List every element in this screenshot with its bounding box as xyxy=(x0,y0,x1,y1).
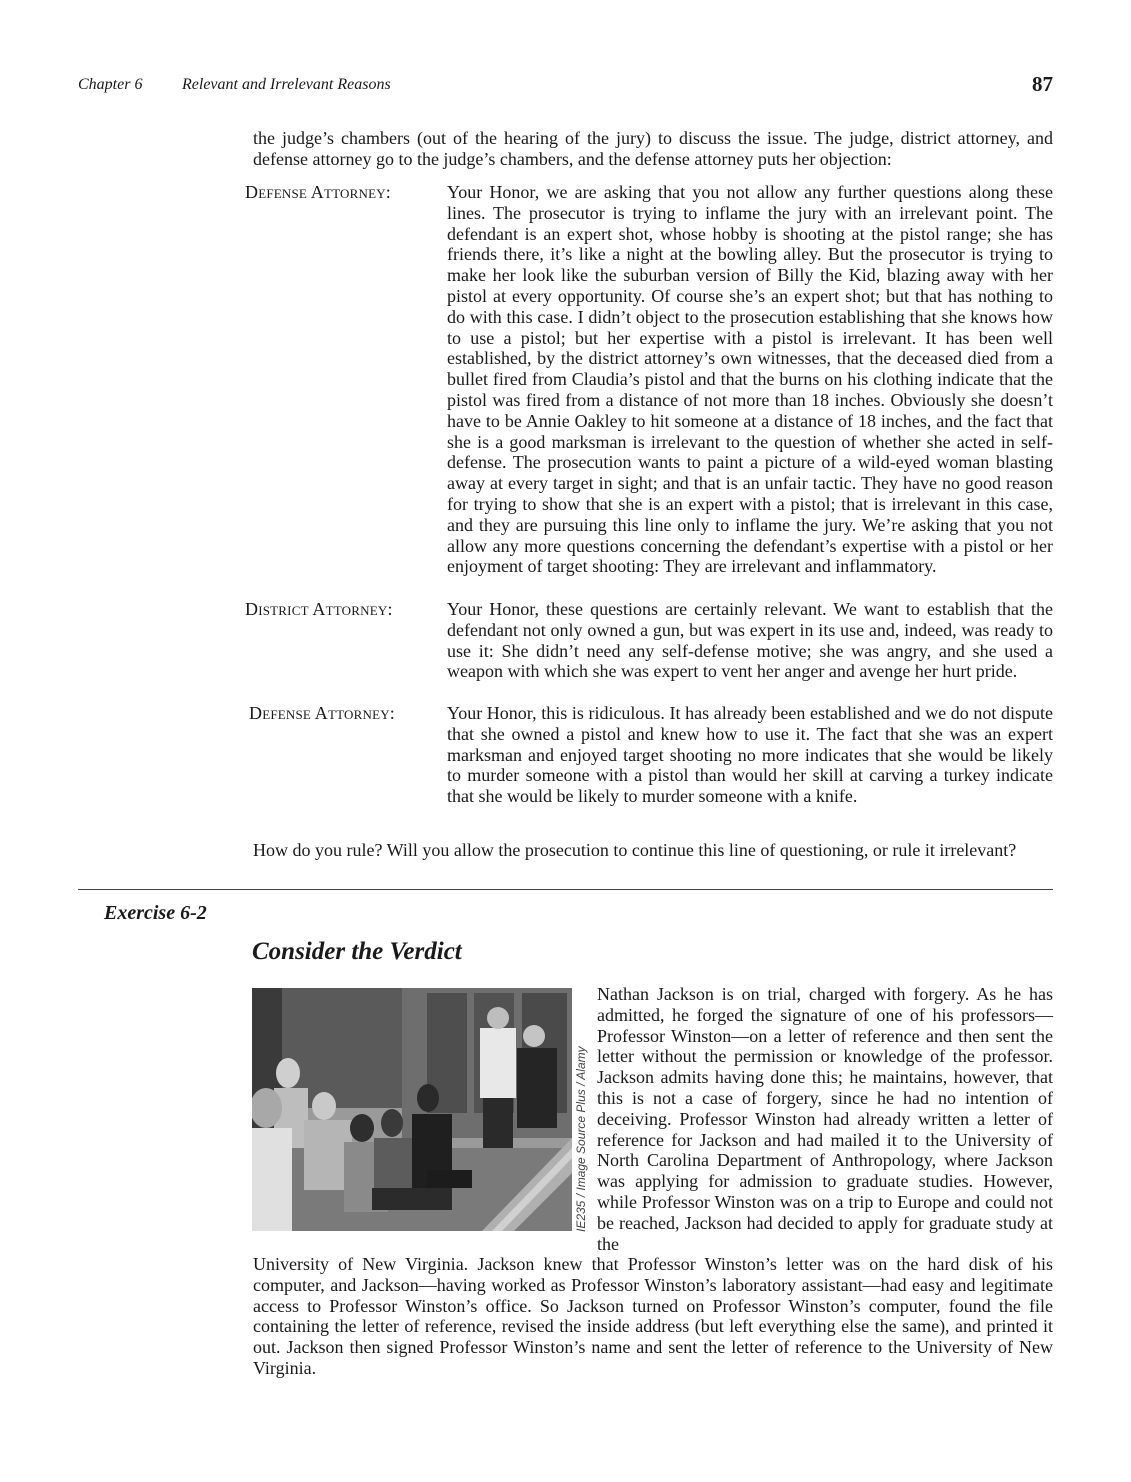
speech-defense-2 xyxy=(245,703,1053,807)
body-paragraph-continued: University of New Virginia. Jackson knew that Professor Winston’s letter was on the hard disk of his computer, and Jackson—having worked as Professor Winston’s laboratory assistant—had easy and legitimate access to Professor Winston’s office. So Jackson turned on Professor Winston’s computer, found the file containing the letter of reference, revised the inside address (but left everything else the same), and printed it out. Jackson then signed Professor Winston’s name and sent the letter of reference to the University of New Virginia. xyxy=(253,1254,1053,1378)
speech-district-attorney xyxy=(245,599,1053,682)
intro-paragraph: the judge’s chambers (out of the hearing of the jury) to discuss the issue. The judge, district attorney, and defense attorney go to the judge’s chambers, and the defense attorney puts her objection: xyxy=(253,128,1053,169)
section-title: Consider the Verdict xyxy=(252,938,462,965)
photo-credit: IE235 / Image Source Plus / Alamy xyxy=(574,1046,588,1232)
speech-text: Your Honor, this is ridiculous. It has already been established and we do not dispute that she owned a pistol and knew how to use it. The fact that she was an expert marksman and enjoyed target shooting no more indicates that she would be likely to murder someone with a pistol than would her skill at carving a turkey indicate that she would be likely to murder someone with a knife. xyxy=(447,703,1053,807)
chapter-label: Chapter 6 xyxy=(78,76,143,93)
speaker-label: Defense Attorney: xyxy=(245,182,392,202)
exercise-label: Exercise 6-2 xyxy=(104,902,207,924)
speech-defense-1 xyxy=(245,182,1053,577)
body-paragraph-wrapped: Nathan Jackson is on trial, charged with forgery. As he has admitted, he forged the signature of one of his professors—Professor Winston—on a letter of reference and then sent the letter without the permission or knowledge of the professor. Jackson admits having done this; he maintains, however, that this is not a case of forgery, since he had no intention of deceiving. Professor Winston had already written a letter of reference for Jackson and had mailed it to the University of North Carolina Department of Anthropology, where Jackson was applying for admission to graduate studies. However, while Professor Winston was on a trip to Europe and could not be reached, Jackson had decided to apply for graduate study at the xyxy=(597,984,1053,1254)
speech-text: Your Honor, we are asking that you not allow any further questions along these lines. The prosecutor is trying to inflame the jury with an irrelevant point. The defendant is an expert shot, whose hobby is shooting at the pistol range; she has friends there, it’s like a night at the bowling alley. But the prosecutor is trying to make her look like the suburban version of Billy the Kid, blazing away with her pistol at every opportunity. Of course she’s an expert shot; but that has nothing to do with this case. I didn’t object to the prosecution establishing that she knows how to use a pistol; but her expertise with a pistol is irrelevant. It has been well established, by the district attorney’s own witnesses, that the deceased died from a bullet fired from Claudia’s pistol and that the burns on his clothing indicate that the pistol was fired from a distance of not more than 18 inches. Obviously she doesn’t have to be Annie Oakley to hit someone at a distance of 18 inches, and the fact that she is a good marksman is irrelevant to the question of whether she acted in self-defense. The prosecution wants to paint a picture of a wild-eyed woman blasting away at every target in sight; and that is an unfair tactic. They have no good reason for trying to show that she is an expert with a pistol; that is irrelevant in this case, and they are pursuing this line only to inflame the jury. We’re asking that you not allow any more questions concerning the defendant’s expertise with a pistol or her enjoyment of target shooting: They are irrelevant and inflammatory. xyxy=(447,182,1053,577)
section-divider xyxy=(78,889,1053,890)
speech-text: Your Honor, these questions are certainly relevant. We want to establish that the defendant not only owned a gun, but was expert in its use and, indeed, was ready to use it: She didn’t need any self-defense motive; she was angry, and she used a weapon with which she was expert to vent her anger and avenge her hurt pride. xyxy=(447,599,1053,682)
running-head xyxy=(78,74,1053,98)
question-paragraph: How do you rule? Will you allow the prosecution to continue this line of questioning, or rule it irrelevant? xyxy=(253,840,1017,860)
page-number: 87 xyxy=(1032,72,1053,96)
speaker-label: District Attorney: xyxy=(245,599,393,619)
speaker-label: Defense Attorney: xyxy=(249,703,396,723)
chapter-title: Relevant and Irrelevant Reasons xyxy=(182,76,391,93)
courtroom-photo xyxy=(252,988,572,1231)
